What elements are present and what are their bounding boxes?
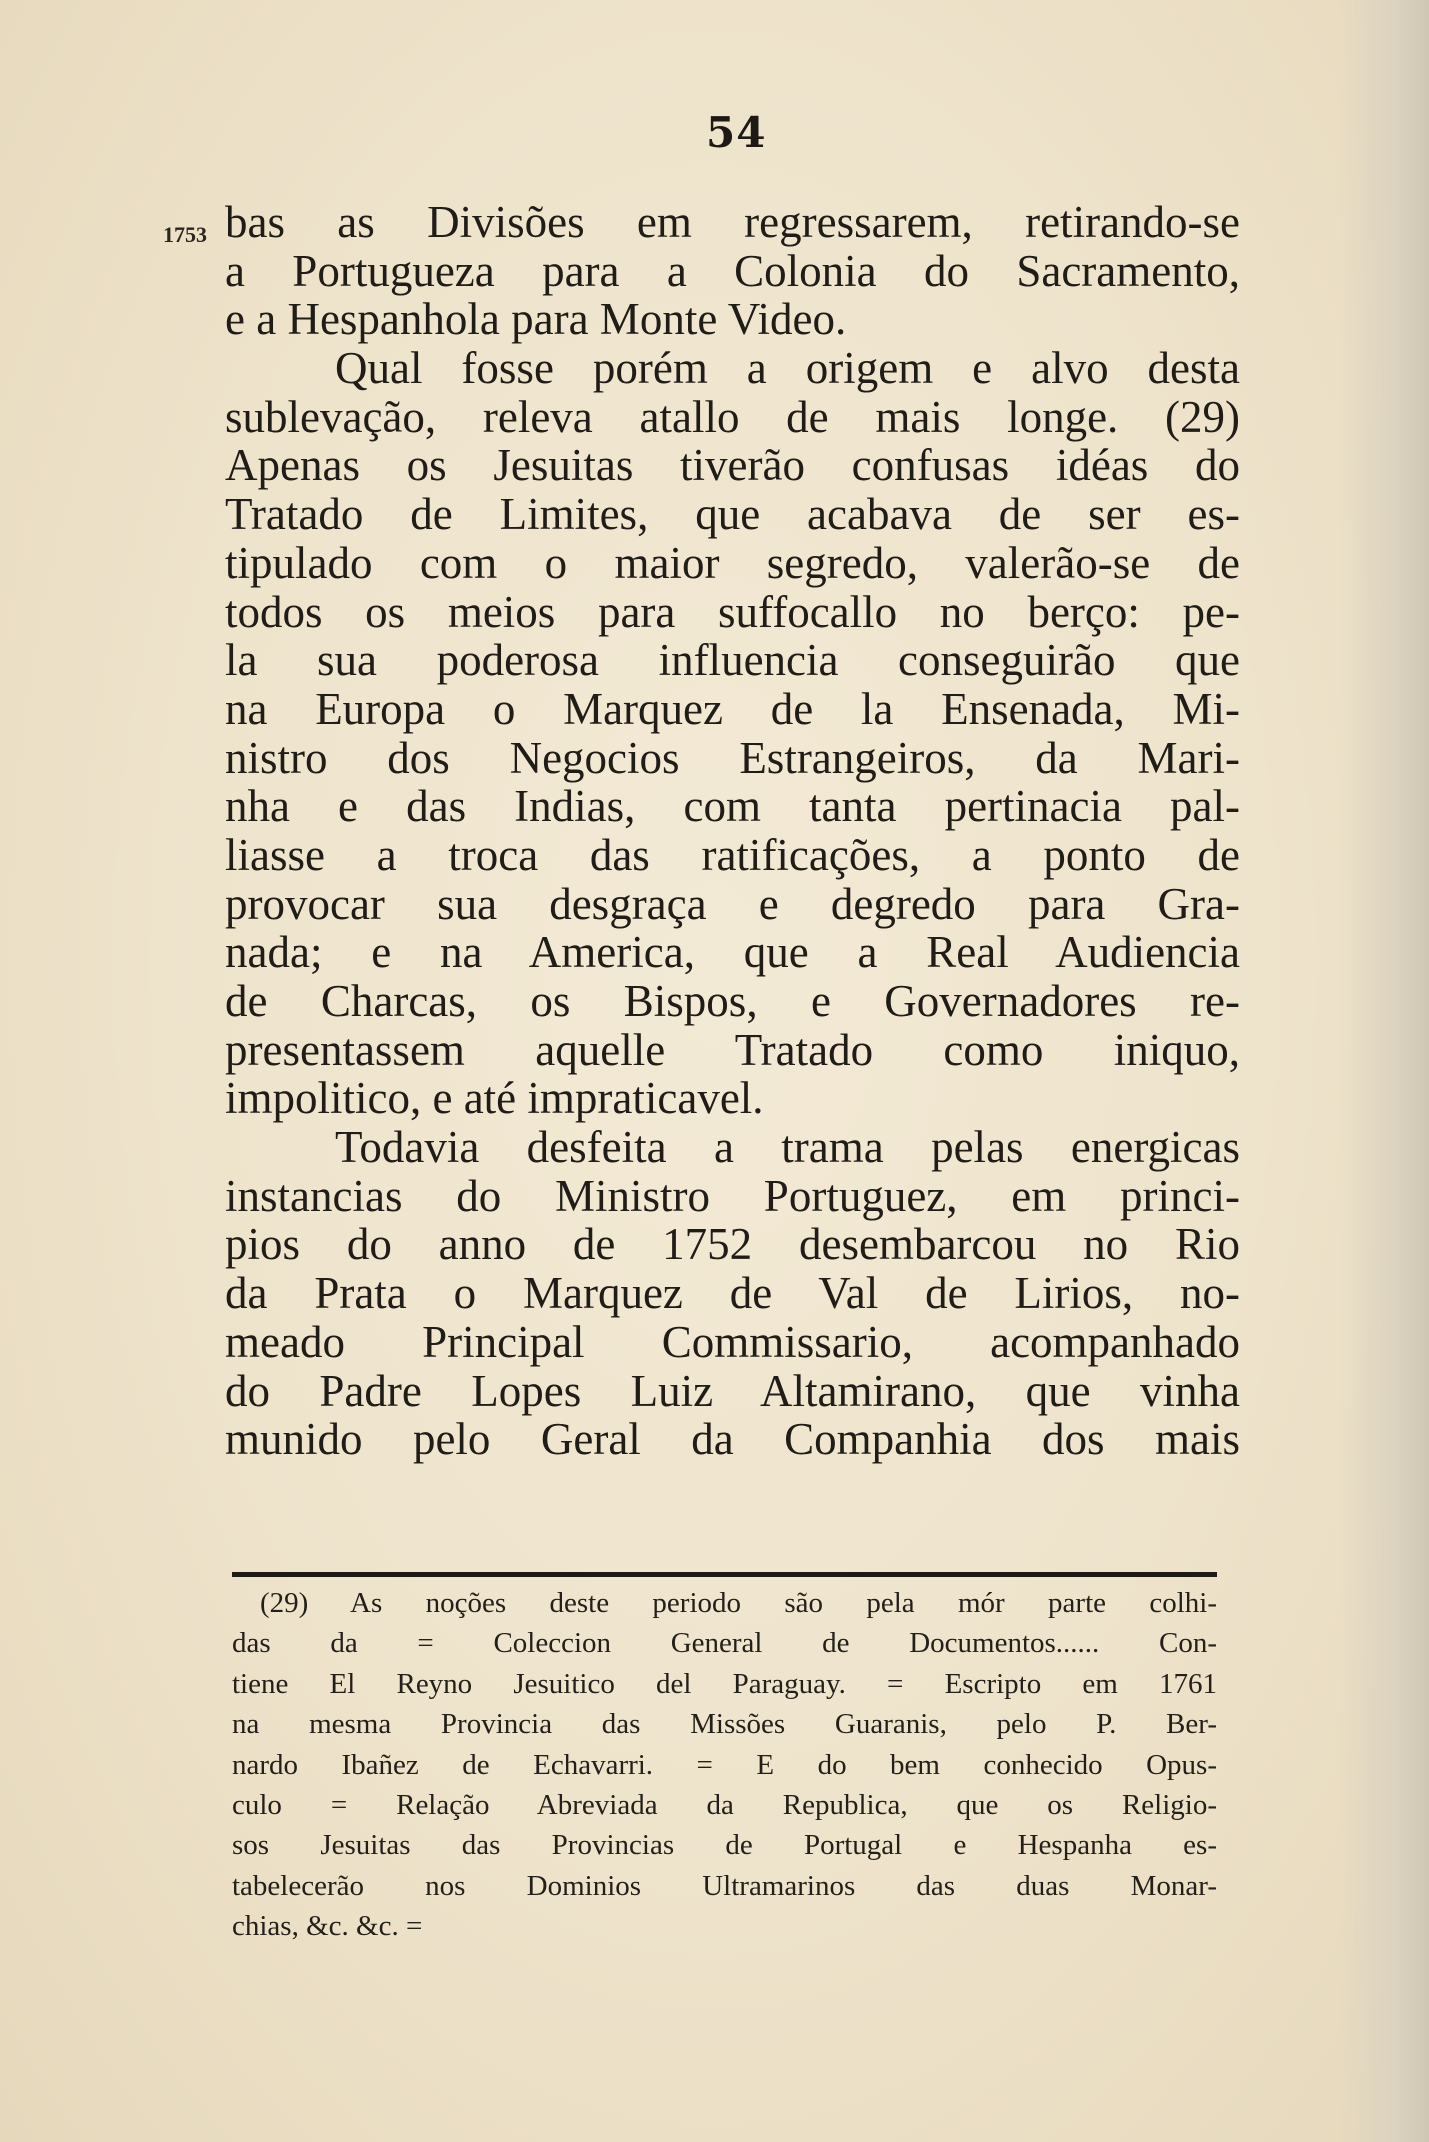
text-line: provocar sua desgraça e degredo para Gra- bbox=[225, 878, 1240, 929]
text-line: do Padre Lopes Luiz Altamirano, que vinha bbox=[225, 1365, 1240, 1416]
text-line: sublevação, releva atallo de mais longe. (29) bbox=[225, 391, 1240, 442]
footnote-line: tiene El Reyno Jesuitico del Paraguay. = Escripto em 1761 bbox=[232, 1667, 1217, 1700]
text-line: na Europa o Marquez de la Ensenada, Mi- bbox=[225, 683, 1240, 734]
text-line: de Charcas, os Bispos, e Governadores re- bbox=[225, 976, 1240, 1026]
text-line: da Prata o Marquez de Val de Lirios, no- bbox=[225, 1268, 1240, 1319]
text-line: todos os meios para suffocallo no berço: pe- bbox=[225, 586, 1240, 637]
margin-year-note: 1753 bbox=[163, 222, 207, 247]
footnote-line: chias, &c. &c. = bbox=[232, 1910, 423, 1943]
footnote-line: tabelecerão nos Dominios Ultramarinos das duas Monar- bbox=[232, 1869, 1217, 1902]
footnote-line: nardo Ibañez de Echavarri. = E do bem conhecido Opus- bbox=[232, 1748, 1217, 1781]
text-line: nada; e na America, que a Real Audiencia bbox=[225, 927, 1240, 978]
text-line: instancias do Ministro Portuguez, em princi- bbox=[225, 1170, 1240, 1221]
text-line: pios do anno de 1752 desembarcou no Rio bbox=[225, 1219, 1240, 1270]
text-line: meado Principal Commissario, acompanhado bbox=[225, 1316, 1240, 1367]
text-line: Qual fosse porém a origem e alvo desta bbox=[335, 343, 1240, 394]
page-edge-shadow bbox=[1339, 0, 1429, 2142]
text-line: a Portugueza para a Colonia do Sacramento, bbox=[225, 245, 1240, 296]
text-line: Apenas os Jesuitas tiverão confusas idéas do bbox=[225, 440, 1240, 491]
footnote-line: sos Jesuitas das Provincias de Portugal e Hespanha es- bbox=[232, 1829, 1217, 1862]
text-line: liasse a troca das ratificações, a ponto de bbox=[225, 829, 1240, 880]
text-line: bas as Divisões em regressarem, retirando-se bbox=[225, 197, 1240, 247]
text-line: la sua poderosa influencia conseguirão que bbox=[225, 635, 1240, 686]
text-line: tipulado com o maior segredo, valerão-se de bbox=[225, 537, 1240, 588]
footnote-line: (29) As noções deste periodo são pela mór parte colhi- bbox=[260, 1587, 1217, 1619]
footnote-line: das da = Coleccion General de Documentos...... Con- bbox=[232, 1627, 1217, 1660]
text-line: e a Hespanhola para Monte Video. bbox=[225, 294, 847, 345]
text-line: impolitico, e até impraticavel. bbox=[225, 1073, 764, 1124]
footnote bbox=[232, 1583, 1217, 1947]
footnote-line: culo = Relação Abreviada da Republica, que os Religio- bbox=[232, 1788, 1217, 1821]
text-line: Todavia desfeita a trama pelas energicas bbox=[335, 1122, 1240, 1173]
page-number: 54 bbox=[706, 108, 767, 157]
text-line: nha e das Indias, com tanta pertinacia pal- bbox=[225, 781, 1240, 832]
text-line: presentassem aquelle Tratado como iniquo, bbox=[225, 1024, 1240, 1075]
main-text bbox=[225, 198, 1240, 1464]
text-line: nistro dos Negocios Estrangeiros, da Mari- bbox=[225, 732, 1240, 783]
footnote-line: na mesma Provincia das Missões Guaranis, pelo P. Ber- bbox=[232, 1708, 1217, 1741]
text-line: Tratado de Limites, que acabava de ser es- bbox=[225, 489, 1240, 540]
text-line: munido pelo Geral da Companhia dos mais bbox=[225, 1414, 1240, 1465]
footnote-divider bbox=[232, 1572, 1217, 1577]
